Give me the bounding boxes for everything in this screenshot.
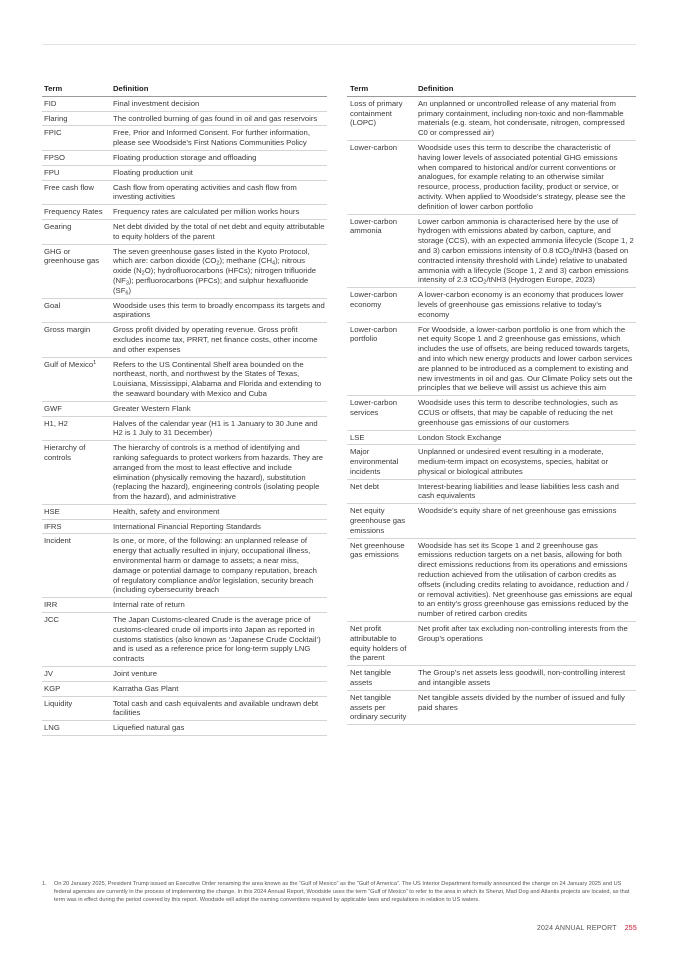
glossary-term: Net equity greenhouse gas emissions [347,504,416,538]
glossary-row [42,96,327,111]
glossary-definition: Health, safety and environment [111,504,327,519]
glossary-term: Gross margin [42,323,111,357]
glossary-term: Net tangible assets per ordinary security [347,690,416,724]
glossary-term: Goal [42,298,111,323]
glossary-row [42,205,327,220]
glossary-term: IFRS [42,519,111,534]
page-footer [537,925,637,932]
glossary-term: Net tangible assets [347,666,416,691]
glossary-definition: Refers to the US Continental Shelf area bounded on the northeast, north, and northwest by the States of Texas, Louisiana, Mississippi, Alabama and Florida and extending to the seaward boundary with Mexico and Cuba [111,357,327,401]
glossary-row [42,165,327,180]
glossary-row [42,244,327,298]
glossary-definition: Woodside uses this term to broadly encompass its targets and aspirations [111,298,327,323]
glossary-term: Flaring [42,111,111,126]
glossary-term: FPIC [42,126,111,151]
glossary-term: Frequency Rates [42,205,111,220]
glossary-definition: Greater Western Flank [111,401,327,416]
glossary-term: FID [42,96,111,111]
glossary-row [347,445,636,479]
glossary-term: Net profit attributable to equity holders of the parent [347,622,416,666]
glossary-row [347,396,636,430]
glossary-definition: Net debt divided by the total of net debt and equity attributable to equity holders of the parent [111,219,327,244]
glossary-definition: Interest-bearing liabilities and lease liabilities less cash and cash equivalents [416,479,636,504]
glossary-term: Liquidity [42,696,111,721]
glossary-row [347,690,636,724]
glossary-row [42,219,327,244]
term-header: Term [42,83,111,96]
glossary-definition: Joint venture [111,667,327,682]
glossary-row [42,401,327,416]
glossary-definition: Woodside has set its Scope 1 and 2 greenhouse gas emissions reduction targets on a net basis, allowing for both direct emissions reductions from its operations and emissions reduction achieved from the utilisation of carbon credits as offsets (including credits relating to avoidance, reduction and / or removal activities). Net greenhouse gas emissions are equal to an entity’s gross greenhouse gas emissions reduced by the number of retired carbon credits [416,538,636,621]
glossary-row [42,126,327,151]
glossary-term: LSE [347,430,416,445]
glossary-term: Free cash flow [42,180,111,205]
glossary-row [42,357,327,401]
glossary-definition: Karratha Gas Plant [111,681,327,696]
report-title: 2024 ANNUAL REPORT [536,925,617,932]
glossary-definition: Gross profit divided by operating revenue. Gross profit excludes income tax, PRRT, net finance costs, other income and other expenses [111,323,327,357]
glossary-row [347,666,636,691]
glossary-term: Lower-carbon portfolio [347,322,416,396]
glossary-term: JV [42,667,111,682]
glossary-row [42,681,327,696]
glossary-row [42,721,327,736]
glossary-definition: The controlled burning of gas found in oil and gas reservoirs [111,111,327,126]
glossary-row [42,598,327,613]
glossary-definition: The seven greenhouse gases listed in the Kyoto Protocol, which are: carbon dioxide $(CO_2)$; methane $(CH_4)$; nitrous oxide $(N_2O)$; hydrofluorocarbons (HFCs); nitrogen trifluoride $(NF_3)$; perfluorocarbons (PFCs); and sulphur hexafluoride $(SF_6)$ [111,244,327,298]
glossary-row [347,430,636,445]
glossary-definition: Lower carbon ammonia is characterised here by the use of hydrogen with emissions abated by carbon, capture, and storage (CCS), with an expected ammonia lifecycle (Scope 1, 2 and 3) carbon emissions intensity of 0.8 tCO$_2$/tNH3 (based on contracted intensity threshold with Linde) relative to unabated ammonia with a lifecycle (Scope 1, 2 and 3) carbon emissions intensity of 2.3 tCO$_2$/tNH3 (Hydrogen Europe, 2023) [416,214,636,288]
glossary-term: Loss of primary containment (LOPC) [347,96,416,140]
glossary-term: FPU [42,165,111,180]
footnote-number: 1. [42,881,47,887]
footnote-text: On 20 January 2025, President Trump issued an Executive Order renaming the area known as the “Gulf of Mexico” as the “Gulf of America”. The US Interior Department formally announced the change on 24 January 2025 and US federal agencies are currently in the process of implementing the change. In this 2024 Annual Report, Woodside uses the term “Gulf of Mexico” to refer to the area in which its Shenzi, Mad Dog and Atlantis projects are located, as that term was in effect during the period covered by this report. Woodside will adopt the naming conventions required by applicable laws and regulations in relation to US waters. [54,881,630,904]
glossary-term: Hierarchy of controls [42,441,111,505]
glossary-definition: The Group’s net assets less goodwill, non-controlling interest and intangible assets [416,666,636,691]
glossary-row [347,96,636,140]
glossary-term: Major environmental incidents [347,445,416,479]
glossary-row [347,322,636,396]
top-rule [42,44,636,45]
glossary-right-column [347,83,636,725]
glossary-definition: Woodside uses this term to describe technologies, such as CCUS or offsets, that may be capable of reducing the net greenhouse gas emissions of our customers [416,396,636,430]
glossary-definition: Halves of the calendar year (H1 is 1 January to 30 June and H2 is 1 July to 31 December) [111,416,327,441]
glossary-definition: Net profit after tax excluding non-controlling interests from the Group’s operations [416,622,636,666]
glossary-term: KGP [42,681,111,696]
glossary-row [42,441,327,505]
glossary-row [42,696,327,721]
glossary-definition: Is one, or more, of the following: an unplanned release of energy that actually resulted in injury, occupational illness, environmental harm or damage to assets; a near miss, damage or potential damage to company reputation, breach of regulatory compliance and/or legislation, security breach (including cybersecurity breach [111,534,327,598]
glossary-row [347,140,636,214]
glossary-definition: Net tangible assets divided by the number of issued and fully paid shares [416,690,636,724]
glossary-definition: Floating production unit [111,165,327,180]
glossary-row [347,288,636,322]
glossary-term: Gearing [42,219,111,244]
glossary-term: Gulf of Mexico$^1$ [42,357,111,401]
glossary-term: Lower-carbon ammonia [347,214,416,288]
glossary-definition: Frequency rates are calculated per million works hours [111,205,327,220]
glossary-definition: A lower-carbon economy is an economy that produces lower levels of greenhouse gas emissions relative to today’s economy [416,288,636,322]
glossary-term: GWF [42,401,111,416]
glossary-definition: The Japan Customs-cleared Crude is the average price of customs-cleared crude oil imports into Japan as reported in customs statistics (also known as ‘Japanese Crude Cocktail’) and is used as a reference price for long-term supply LNG contracts [111,613,327,667]
term-header: Term [347,83,416,96]
definition-header: Definition [111,83,327,96]
glossary-row [42,111,327,126]
glossary-term: Net debt [347,479,416,504]
glossary-definition: Internal rate of return [111,598,327,613]
glossary-term: Incident [42,534,111,598]
definition-header: Definition [416,83,636,96]
glossary-row [42,613,327,667]
glossary-definition: For Woodside, a lower-carbon portfolio is one from which the net equity Scope 1 and 2 greenhouse gas emissions, which includes the use of offsets, are being reduced towards targets, and into which new energy products and lower carbon services are planned to be introduced as a complement to existing and new investments in oil and gas. Our Climate Policy sets out the principles that we believe will assist us achieve this aim [416,322,636,396]
glossary-definition: London Stock Exchange [416,430,636,445]
glossary-left-column [42,83,327,736]
glossary-row [42,416,327,441]
glossary-row [42,519,327,534]
glossary-term: Lower-carbon economy [347,288,416,322]
glossary-row [42,323,327,357]
glossary-term: H1, H2 [42,416,111,441]
glossary-row [347,479,636,504]
glossary-definition: Liquefied natural gas [111,721,327,736]
glossary-definition: Woodside uses this term to describe the characteristic of having lower levels of associated potential GHG emissions when compared to historical and/or current conventions or analogues, for example relating to an otherwise similar resource, process, production facility, product or service, or activity. When applied to Woodside’s strategy, please see the definition of lower carbon portfolio [416,140,636,214]
glossary-term: FPSO [42,150,111,165]
footnote [42,880,636,905]
glossary-definition: Final investment decision [111,96,327,111]
glossary-row [347,214,636,288]
glossary-definition: Cash flow from operating activities and cash flow from investing activities [111,180,327,205]
glossary-term: Net greenhouse gas emissions [347,538,416,621]
glossary-definition: Woodside’s equity share of net greenhouse gas emissions [416,504,636,538]
glossary-row [42,180,327,205]
glossary-row [42,534,327,598]
glossary-row [347,504,636,538]
glossary-row [42,667,327,682]
glossary-table-left [42,83,327,736]
glossary-table-right [347,83,636,725]
glossary-term: IRR [42,598,111,613]
glossary-definition: International Financial Reporting Standards [111,519,327,534]
glossary-definition: Unplanned or undesired event resulting in a moderate, medium-term impact on ecosystems, species, habitat or physical or biological attributes [416,445,636,479]
glossary-term: LNG [42,721,111,736]
glossary-row [42,504,327,519]
page-number: 255 [624,925,637,932]
glossary-definition: An unplanned or uncontrolled release of any material from primary containment, including non-toxic and non-flammable materials (e.g. steam, hot condensate, nitrogen, compressed C0 or compressed air) [416,96,636,140]
glossary-term: HSE [42,504,111,519]
glossary-definition: Total cash and cash equivalents and available undrawn debt facilities [111,696,327,721]
glossary-row [347,622,636,666]
table-header-row [347,83,636,96]
glossary-definition: The hierarchy of controls is a method of identifying and ranking safeguards to protect workers from hazards. They are arranged from the most to least effective and include elimination (physically removing the hazard), substitution (replacing the hazard), engineering controls (isolating people from the hazard), and administrative [111,441,327,505]
glossary-definition: Free, Prior and Informed Consent. For further information, please see Woodside’s First Nations Communities Policy [111,126,327,151]
glossary-term: Lower-carbon services [347,396,416,430]
glossary-row [42,150,327,165]
glossary-term: GHG or greenhouse gas [42,244,111,298]
table-header-row [42,83,327,96]
glossary-term: JCC [42,613,111,667]
glossary-definition: Floating production storage and offloading [111,150,327,165]
glossary-row [42,298,327,323]
glossary-row [347,538,636,621]
glossary-term: Lower-carbon [347,140,416,214]
